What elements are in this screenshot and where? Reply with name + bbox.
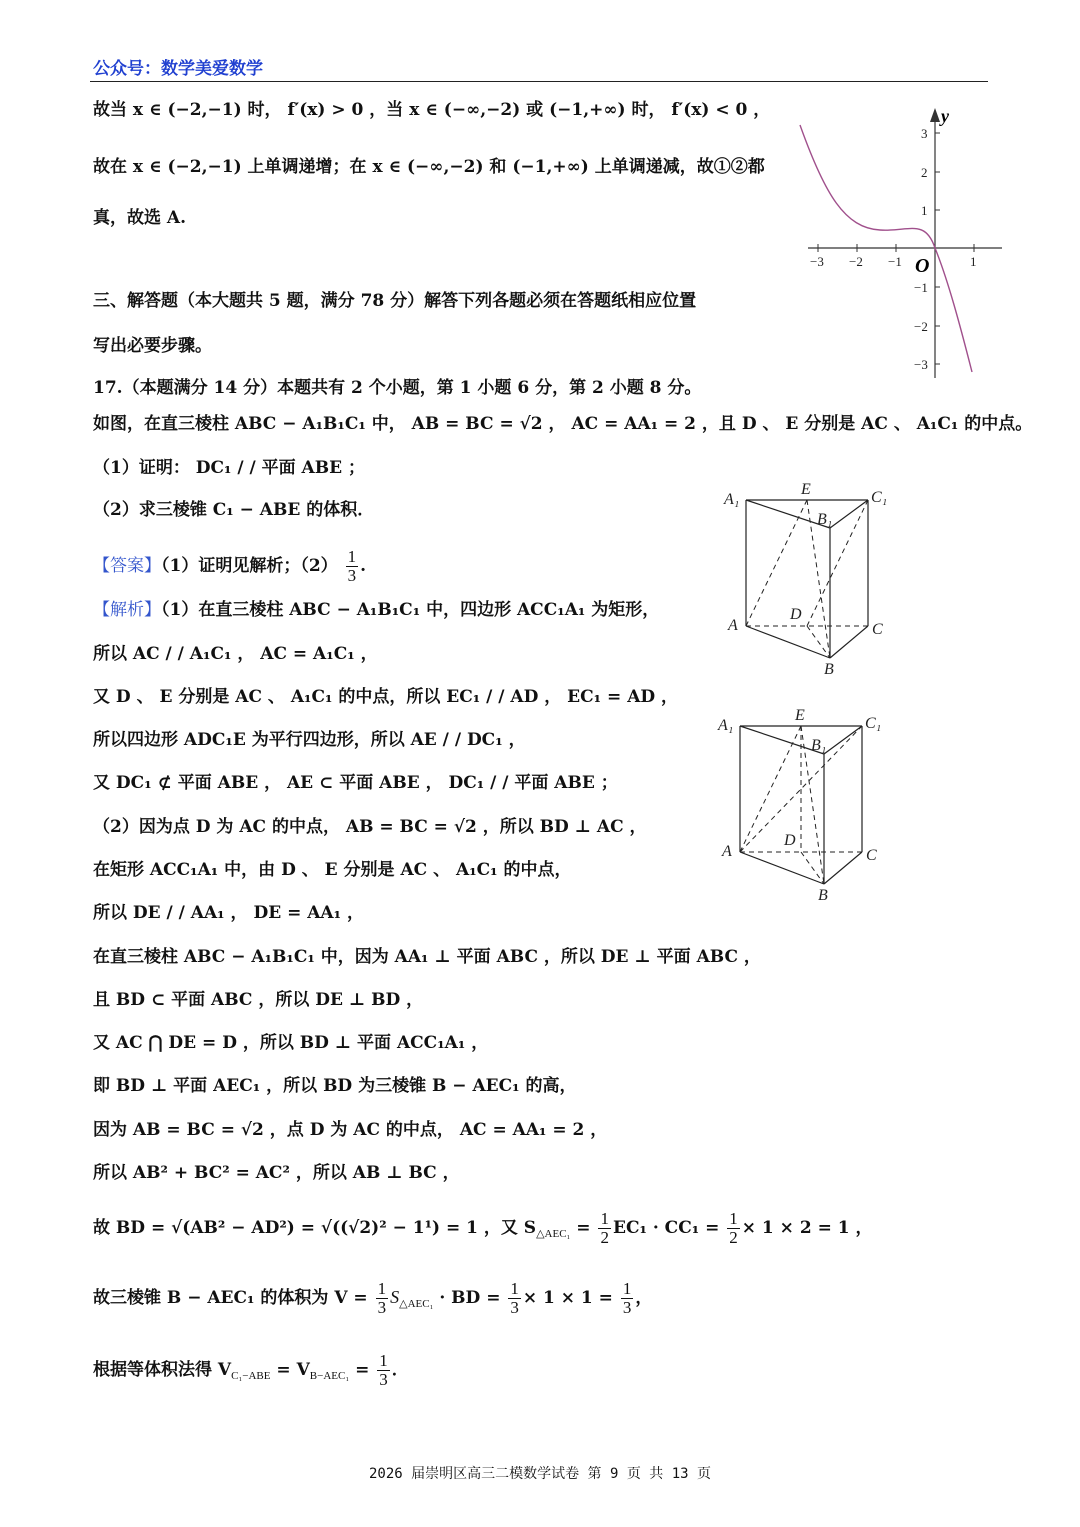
text-line: 在矩形 ACC₁A₁ 中，由 D 、 E 分别是 AC 、 A₁C₁ 的中点， <box>93 860 572 880</box>
formula-line <box>93 1352 409 1389</box>
y-tick-label: −3 <box>914 357 928 372</box>
question-stem: 如图，在直三棱柱 ABC − A₁B₁C₁ 中， AB = BC = √2 ， AC = AA₁ = 2 ，且 D 、 E 分别是 AC 、 A₁C₁ 的中点。 <box>93 414 1033 434</box>
question-part-2: （2）求三棱锥 C₁ − ABE 的体积． <box>93 500 375 520</box>
vertex-label: D <box>790 606 802 623</box>
fraction: $\frac{1}{3}$ <box>379 1351 388 1389</box>
text-line: 在直三棱柱 ABC − A₁B₁C₁ 中，因为 AA₁ ⊥ 平面 ABC ，所以 DE ⊥ 平面 ABC ， <box>93 947 761 967</box>
vertex-label: D <box>784 832 796 849</box>
section-title: 写出必要步骤。 <box>93 336 212 356</box>
y-tick-label: 3 <box>921 126 928 141</box>
text-line: 所以四边形 ADC₁E 为平行四边形，所以 AE / / DC₁ ， <box>93 730 526 750</box>
question-part-1: （1）证明： DC₁ / / 平面 ABE ； <box>93 458 365 478</box>
formula-sub: B−AEC₁ <box>309 1370 350 1383</box>
fraction: $\frac{1}{3}$ <box>377 1279 387 1317</box>
formula-part: ， <box>635 1287 653 1308</box>
text-line: 又 D 、 E 分别是 AC 、 A₁C₁ 的中点，所以 EC₁ / / AD ， EC₁ = AD ， <box>93 687 679 707</box>
formula-part: S <box>390 1286 400 1307</box>
text-line: 故当 x ∈ (−2,−1) 时， f′(x) > 0 ，当 x ∈ (−∞,−2) 或 (−1,+∞) 时， f′(x) < 0 ， <box>93 100 771 120</box>
function-graph <box>790 100 1010 385</box>
formula-part: = <box>570 1217 597 1238</box>
formula-part: 根据等体积法得 V <box>93 1359 232 1380</box>
fraction: $\frac{1}{3}$ <box>510 1279 519 1317</box>
formula-sub: C₁−ABE <box>231 1370 271 1383</box>
arrow-up-icon <box>930 108 940 122</box>
formula-line <box>93 1280 652 1317</box>
vertex-label: C₁ <box>871 489 888 506</box>
answer-tag: 【答案】 <box>93 555 161 576</box>
analysis-text: （1）在直三棱柱 ABC − A₁B₁C₁ 中，四边形 ACC₁A₁ 为矩形， <box>161 600 660 620</box>
origin-label: O <box>915 255 930 277</box>
vertex-label: C₁ <box>865 715 882 732</box>
header-title: 公众号：数学美爱数学 <box>93 59 263 79</box>
formula-part: = V <box>270 1359 310 1380</box>
vertex-label: C <box>872 621 883 638</box>
answer-text: （1）证明见解析；（2） <box>161 555 338 576</box>
formula-part: EC₁ · CC₁ = <box>612 1217 726 1238</box>
text-line: 因为 AB = BC = √2 ，点 D 为 AC 的中点， AC = AA₁ = 2 ， <box>93 1120 608 1140</box>
text-line: 又 DC₁ ⊄ 平面 ABE ， AE ⊂ 平面 ABE ， DC₁ / / 平面 ABE ； <box>93 773 618 793</box>
x-tick-label: −2 <box>849 254 863 269</box>
vertex-label: A₁ <box>718 717 734 734</box>
header-divider <box>90 81 988 82</box>
text-line: 所以 AB² + BC² = AC² ，所以 AB ⊥ BC ， <box>93 1163 460 1183</box>
page-footer: 2026 届崇明区高三二模数学试卷 第 9 页 共 13 页 <box>368 1466 711 1482</box>
vertex-label: E <box>801 481 811 498</box>
formula-sub: △AEC₁ <box>536 1228 571 1241</box>
y-tick-label: −1 <box>914 280 928 295</box>
x-tick-label: −3 <box>810 254 824 269</box>
x-tick-label: −1 <box>888 254 902 269</box>
formula-part: × 1 × 1 = <box>522 1287 619 1308</box>
formula-part: 故 BD = √(AB² − AD²) = √((√2)² − 1¹) = 1 ，又 S <box>93 1217 537 1238</box>
formula-part: ． <box>391 1359 409 1380</box>
section-title: 三、解答题（本大题共 5 题，满分 78 分）解答下列各题必须在答题纸相应位置 <box>93 291 697 311</box>
vertex-label: B <box>818 887 828 904</box>
vertex-label: B₁ <box>811 737 827 754</box>
fraction: $\frac{1}{3}$ <box>347 547 357 585</box>
text-line: 所以 DE / / AA₁ ， DE = AA₁ ， <box>93 903 364 923</box>
vertex-label: B <box>824 661 834 678</box>
text-line: 所以 AC / / A₁C₁ ， AC = A₁C₁ ， <box>93 644 378 664</box>
x-tick-label: 1 <box>970 254 977 269</box>
vertex-label: C <box>866 847 877 864</box>
fraction: $\frac{1}{3}$ <box>622 1279 632 1317</box>
vertex-label: E <box>795 707 805 724</box>
fraction: $\frac{1}{2}$ <box>600 1209 609 1247</box>
text-line: 真，故选 A. <box>93 208 187 228</box>
vertex-label: B₁ <box>817 511 833 528</box>
analysis-tag: 【解析】 <box>93 600 161 620</box>
formula-line <box>93 1210 873 1247</box>
formula-part: · BD = <box>433 1287 507 1308</box>
text-line: 又 AC ⋂ DE = D ，所以 BD ⊥ 平面 ACC₁A₁ ， <box>93 1033 489 1053</box>
prism-figure-1 <box>718 478 898 678</box>
formula-part: × 1 × 2 = 1 ， <box>741 1217 873 1238</box>
text-line: 故在 x ∈ (−2,−1) 上单调递增；在 x ∈ (−∞,−2) 和 (−1,+∞) 上单调递减，故①②都 <box>93 157 765 177</box>
vertex-label: A <box>722 843 732 860</box>
y-tick-label: −2 <box>914 319 928 334</box>
text-line: 且 BD ⊂ 平面 ABC ，所以 DE ⊥ BD ， <box>93 990 424 1010</box>
question-title: 17.（本题满分 14 分）本题共有 2 个小题，第 1 小题 6 分，第 2 小题 8 分。 <box>93 378 702 398</box>
formula-part: = <box>349 1359 376 1380</box>
text-line: 即 BD ⊥ 平面 AEC₁ ，所以 BD 为三棱锥 B − AEC₁ 的高， <box>93 1076 577 1096</box>
fraction: $\frac{1}{2}$ <box>729 1209 738 1247</box>
analysis-line <box>93 600 659 620</box>
answer-line: 【答案】（1）证明见解析；（2） $\frac{1}{3}$ . <box>93 547 367 585</box>
y-tick-label: 2 <box>921 165 928 180</box>
y-axis-label: y <box>941 106 949 126</box>
y-tick-label: 1 <box>921 203 928 218</box>
vertex-label: A <box>728 617 738 634</box>
text-line: （2）因为点 D 为 AC 的中点， AB = BC = √2 ，所以 BD ⊥ AC ， <box>93 817 647 837</box>
formula-sub: △AEC₁ <box>399 1298 434 1311</box>
prism-figure-2 <box>712 704 892 904</box>
formula-part: 故三棱锥 B − AEC₁ 的体积为 V = <box>93 1287 374 1308</box>
vertex-label: A₁ <box>724 491 740 508</box>
